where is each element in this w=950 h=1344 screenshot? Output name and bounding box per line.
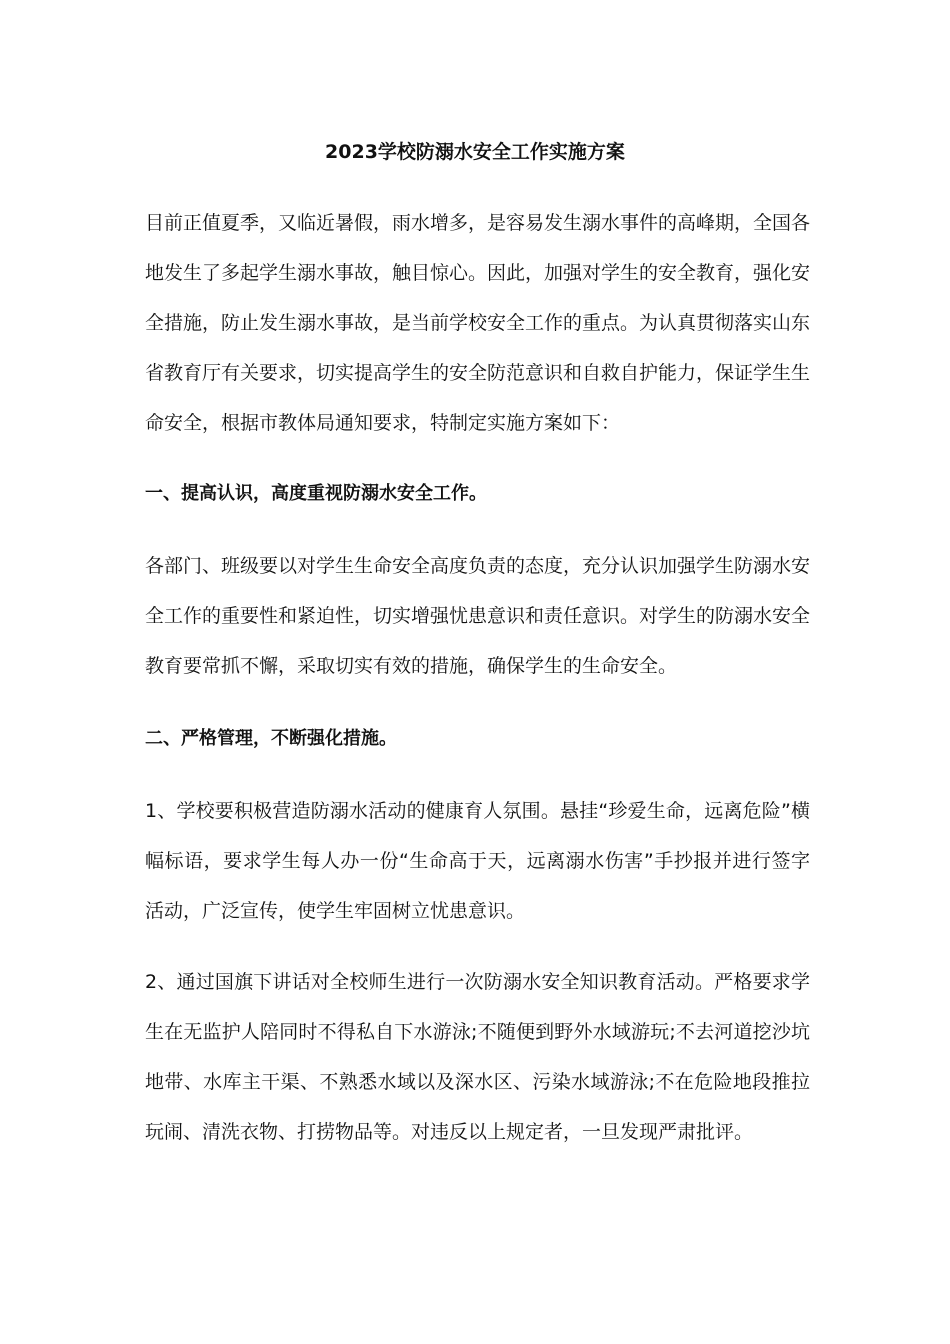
intro-paragraph: 目前正值夏季，又临近暑假，雨水增多，是容易发生溺水事件的高峰期，全国各地发生了多起学生溺水事故，触目惊心。因此，加强对学生的安全教育，强化安全措施，防止发生溺水事故，是当前学校安全工作的重点。为认真贯彻落实山东省教育厅有关要求，切实提高学生的安全防范意识和自救自护能力，保证学生生命安全，根据市教体局通知要求，特制定实施方案如下： [145,212,811,434]
section-2-item-1: 1、学校要积极营造防溺水活动的健康育人氛围。悬挂“珍爱生命，远离危险”横幅标语，要求学生每人办一份“生命高于天，远离溺水伤害”手抄报并进行签字活动，广泛宣传，使学生牢固树立忧患意识。 [145,800,810,922]
section-1-heading: 一、提高认识，高度重视防溺水安全工作。 [145,483,487,504]
section-2-heading-block [145,727,810,751]
section-1-body-block [145,541,810,691]
section-2-item-2-block [145,957,810,1157]
section-2-heading: 二、严格管理，不断强化措施。 [145,728,397,749]
section-1-heading-block [145,482,810,506]
section-2-item-1-block [145,786,810,936]
intro-paragraph-block [145,198,810,448]
section-1-body: 各部门、班级要以对学生生命安全高度负责的态度，充分认识加强学生防溺水安全工作的重要性和紧迫性，切实增强忧患意识和责任意识。对学生的防溺水安全教育要常抓不懈，采取切实有效的措施，确保学生的生命安全。 [145,555,811,677]
document-title: 2023学校防溺水安全工作实施方案 [325,141,625,163]
section-2-item-2: 2、通过国旗下讲话对全校师生进行一次防溺水安全知识教育活动。严格要求学生在无监护人陪同时不得私自下水游泳;不随便到野外水域游玩;不去河道挖沙坑地带、水库主干渠、不熟悉水域以及深水区、污染水域游泳;不在危险地段推拉玩闹、清洗衣物、打捞物品等。对违反以上规定者，一旦发现严肃批评。 [145,971,810,1143]
